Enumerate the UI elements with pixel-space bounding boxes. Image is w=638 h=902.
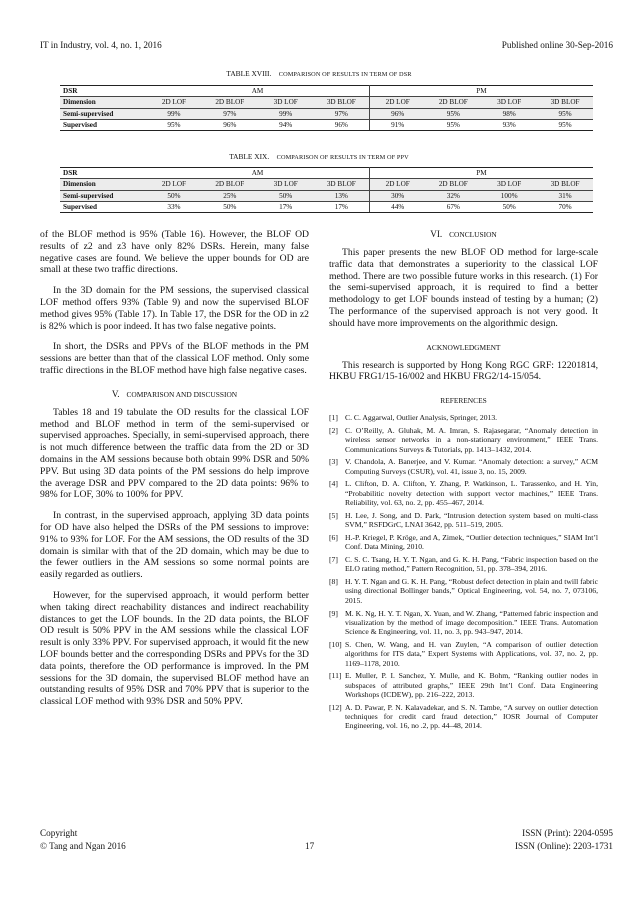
footer-owner: © Tang and Ngan 2016 — [40, 841, 126, 851]
table-cell: 91% — [370, 119, 426, 130]
table-cell: 99% — [146, 108, 202, 119]
section-number: V. — [111, 388, 120, 399]
table-row-label: Supervised — [60, 201, 146, 212]
left-column — [40, 229, 309, 717]
table19-dimension-label: Dimension — [60, 179, 146, 190]
table-cell: 50% — [258, 190, 314, 201]
table19-metric-header: DSR — [60, 168, 146, 179]
table-cell: 93% — [481, 119, 537, 130]
table18-dimension-label: Dimension — [60, 97, 146, 108]
right-column — [329, 229, 598, 734]
table-cell: 33% — [146, 201, 202, 212]
table19-dim: 2D LOF — [146, 179, 202, 190]
table-cell: 67% — [425, 201, 481, 212]
body-paragraph: However, for the supervised approach, it would perform better when taking direct reachability distances and indirect reachability distances to get the LOF bounds. In the 2D data points, the BLOF OD result is 50% PPV in the AM sessions while the classical LOF result is only 33% PPV. For supervised approach, it would fit the new LOF bounds better and the corresponding DSRs and PPVs for the 3D data points, therefore the OD performance is improved. In the PM sessions for the 3D domain, the supervised BLOF method have an outstanding results of 95% DSR and 70% PPV that is superior to the classical LOF method with 93% DSR and 50% PPV. — [40, 589, 309, 708]
table19-dim: 3D BLOF — [537, 179, 593, 190]
running-header-right: Published online 30-Sep-2016 — [501, 40, 613, 50]
table-cell: 96% — [370, 108, 426, 119]
table18-dim: 3D BLOF — [314, 97, 370, 108]
table18-metric-header: DSR — [60, 86, 146, 97]
reference-item: [8] H. Y. T. Ngan and G. K. H. Pang, “Robust defect detection in plain and twill fabric using directional Bollinger bands,” Optical Engineering, vol. 54, no. 7, 073106, 2015. — [329, 577, 598, 605]
table19-caption-text: COMPARISON OF RESULTS IN TERM OF PPV — [276, 154, 409, 161]
table19-am-header: AM — [146, 168, 370, 179]
table18-am-header: AM — [146, 86, 370, 97]
table-row-label: Supervised — [60, 119, 146, 130]
table19-dim: 3D LOF — [481, 179, 537, 190]
table19-dim: 2D BLOF — [202, 179, 258, 190]
table-cell: 95% — [425, 119, 481, 130]
table18-dim: 2D BLOF — [202, 97, 258, 108]
references-heading: REFERENCES — [440, 396, 487, 406]
table-cell: 13% — [314, 190, 370, 201]
table-cell: 97% — [314, 108, 370, 119]
table19-dim: 2D LOF — [370, 179, 426, 190]
table-cell: 95% — [425, 108, 481, 119]
table19-dim: 3D LOF — [258, 179, 314, 190]
reference-item: [4] L. Clifton, D. A. Clifton, Y. Zhang, P. Watkinson, L. Tarassenko, and H. Yin, “Probabilitic novelty detection with support vector machines,” IEEE Trans. Reliability, vol. 63, no. 2, pp. 455–467, 2014. — [329, 479, 598, 508]
table-cell: 17% — [258, 201, 314, 212]
body-paragraph: This research is supported by Hong Kong RGC GRF: 12201814, HKBU FRG1/15-16/002 and HKBU FRG2/14-15/054. — [329, 359, 598, 383]
reference-item: [11] E. Muller, P. I. Sanchez, Y. Mulle, and K. Bohm, “Ranking outlier nodes in subspaces of attributed graphs,” IEEE 29th Int’l Conf. Data Engineering Workshops (ICDEW), pp. 216–222, 2013. — [329, 671, 598, 699]
table19-pm-header: PM — [370, 168, 594, 179]
running-header-left: IT in Industry, vol. 4, no. 1, 2016 — [40, 40, 162, 50]
table-cell: 95% — [146, 119, 202, 130]
table-row-label: Semi-supervised — [60, 190, 146, 201]
table-cell: 17% — [314, 201, 370, 212]
table-cell: 31% — [537, 190, 593, 201]
reference-item: [6] H.-P. Kriegel, P. Kröge, and A, Zimek, “Outlier detection techniques,” SIAM Int’l Conf. Data Mining, 2010. — [329, 532, 598, 552]
table-cell: 50% — [202, 201, 258, 212]
footer-right — [515, 827, 613, 853]
table-cell: 50% — [146, 190, 202, 201]
reference-item: [2] C. O’Reilly, A. Gluhak, M. A. Imran, S. Rajasegarar, “Anomaly detection in wireless sensor networks in a non-stationary environment,” IEEE Trans. Communications Surveys & Tutorials, pp. 1413–1432, 2014. — [329, 425, 598, 454]
table18-dim: 3D LOF — [481, 97, 537, 108]
section-number: VI. — [430, 229, 443, 239]
table-cell: 98% — [481, 108, 537, 119]
reference-list — [329, 413, 598, 730]
section-title: COMPARISON AND DISCUSSION — [126, 389, 238, 399]
footer-copyright: Copyright — [40, 828, 78, 838]
section-heading-v — [40, 389, 309, 399]
body-paragraph: Tables 18 and 19 tabulate the OD results for the classical LOF method and BLOF method in term of the semi-supervised or supervised approaches. Specially, in semi-supervised approach, there is not much difference between the traffic data from the 2D or 3D domains in the AM sessions because both obtain 99% DSR and 50% PPV. But using 3D data points of the PM sessions do help improve the average DSR and PPV compared to the 2D data points: 96% to 98% for LOF, 30% to 100% for PPV. — [40, 406, 309, 501]
table19 — [60, 167, 593, 213]
table18-dim: 2D BLOF — [425, 97, 481, 108]
table-cell: 50% — [481, 201, 537, 212]
page-number: 17 — [305, 841, 315, 851]
table18-dim: 2D LOF — [146, 97, 202, 108]
reference-item: [12] A. D. Pawar, P. N. Kalavadekar, and S. N. Tambe, “A survey on outlier detection techniques for credit card fraud detection,” IOSR Journal of Computer Engineering, vol. 16, no .2, pp. 44–48, 2014. — [329, 702, 598, 731]
table-cell: 70% — [537, 201, 593, 212]
table-row-label: Semi-supervised — [60, 108, 146, 119]
table-cell: 95% — [537, 108, 593, 119]
reference-item: [7] C. S. C. Tsang, H. Y. T. Ngan, and G. K. H. Pang, “Fabric inspection based on the ELO rating method,” Pattern Recognition, 51, pp. 378–394, 2016. — [329, 555, 598, 574]
table-cell: 95% — [537, 119, 593, 130]
table-cell: 99% — [258, 108, 314, 119]
section-heading-vi — [329, 229, 598, 239]
footer-issn-online: ISSN (Online): 2203-1731 — [515, 841, 613, 851]
table18-prefix: TABLE XVIII. — [226, 69, 272, 78]
table18-pm-header: PM — [370, 86, 594, 97]
footer-issn-print: ISSN (Print): 2204-0595 — [522, 828, 613, 838]
reference-item: [5] H. Lee, J. Song, and D. Park, “Intrusion detection system based on multi-class SVM,” RSFDGrC, LNAI 3642, pp. 511–519, 2005. — [329, 510, 598, 530]
table18 — [60, 85, 593, 131]
table-cell: 100% — [481, 190, 537, 201]
table-cell: 96% — [314, 119, 370, 130]
table18-caption — [0, 69, 638, 78]
body-paragraph: In the 3D domain for the PM sessions, the supervised classical LOF method offers 93% (Table 9) and now the supervised BLOF method gives 95% (Table 17). In Table 17, the DSR for the OD in z2 is 82% which is poor indeed. It has two false negative points. — [40, 285, 309, 332]
table19-prefix: TABLE XIX. — [229, 152, 270, 161]
table18-dim: 3D LOF — [258, 97, 314, 108]
table-cell: 32% — [425, 190, 481, 201]
body-paragraph: In contrast, in the supervised approach, applying 3D data points for OD have also helped the DSRs of the PM sessions to improve: 91% to 93% for LOF. For the AM sessions, the OD results of the 3D domain is similar with that of the 2D domain, which may be due to the fewer outliers in the AM sessions so some normal points are easily regarded as outliers. — [40, 510, 309, 581]
table-cell: 96% — [202, 119, 258, 130]
table-cell: 30% — [370, 190, 426, 201]
table-cell: 97% — [202, 108, 258, 119]
table-cell: 44% — [370, 201, 426, 212]
table18-caption-text: COMPARISON OF RESULTS IN TERM OF DSR — [278, 71, 412, 78]
table18-dim: 3D BLOF — [537, 97, 593, 108]
table19-caption — [0, 152, 638, 161]
body-paragraph: of the BLOF method is 95% (Table 16). However, the BLOF OD results of z2 and z3 have only 82% DSRs. Herein, many false negative cases are found. We believe the upper bounds for OD are small at these two traffic directions. — [40, 229, 309, 276]
table18-dim: 2D LOF — [370, 97, 426, 108]
table-cell: 94% — [258, 119, 314, 130]
table-cell: 25% — [202, 190, 258, 201]
body-paragraph: In short, the DSRs and PPVs of the BLOF methods in the PM sessions are better than that of the classical LOF method. Only some traffic directions in the BLOF method have high false negative cases. — [40, 341, 309, 376]
reference-item: [1] C. C. Aggarwal, Outlier Analysis, Springer, 2013. — [329, 413, 498, 423]
footer-left — [40, 827, 126, 853]
table19-dim: 2D BLOF — [425, 179, 481, 190]
reference-item: [3] V. Chandola, A. Banerjee, and V. Kumar. “Anomaly detection: a survey,” ACM Computing Surveys (CSUR), vol. 41, issue 3, no. 15, 2009. — [329, 457, 598, 476]
reference-item: [9] M. K. Ng, H. Y. T. Ngan, X. Yuan, and W. Zhang, “Patterned fabric inspection and visualization by the method of image decomposition.” IEEE Trans. Automation Science & Engineering, vol. 11, no. 3, pp. 943–947, 2014. — [329, 608, 598, 637]
acknowledgment-heading: ACKNOWLEDGMENT — [426, 342, 501, 352]
reference-item: [10] S. Chen, W. Wang, and H. van Zuylen, “A comparison of outlier detection algorithms for ITS data,” Expert Systems with Applications, vol. 37, no. 2, pp. 1169–1178, 2010. — [329, 639, 598, 668]
table19-dim: 3D BLOF — [314, 179, 370, 190]
section-title: CONCLUSION — [449, 230, 497, 239]
body-paragraph: This paper presents the new BLOF OD method for large-scale traffic data that demonstrates a superiority to the classical LOF method. There are two possible future works in this research. (1) For the semi-supervised approach, it is required to find a better methodology to get LOF bounds instead of testing by a human; (2) The performance of the supervised approach is not very good. It should have more improvements on the algorithmic design. — [329, 247, 598, 329]
